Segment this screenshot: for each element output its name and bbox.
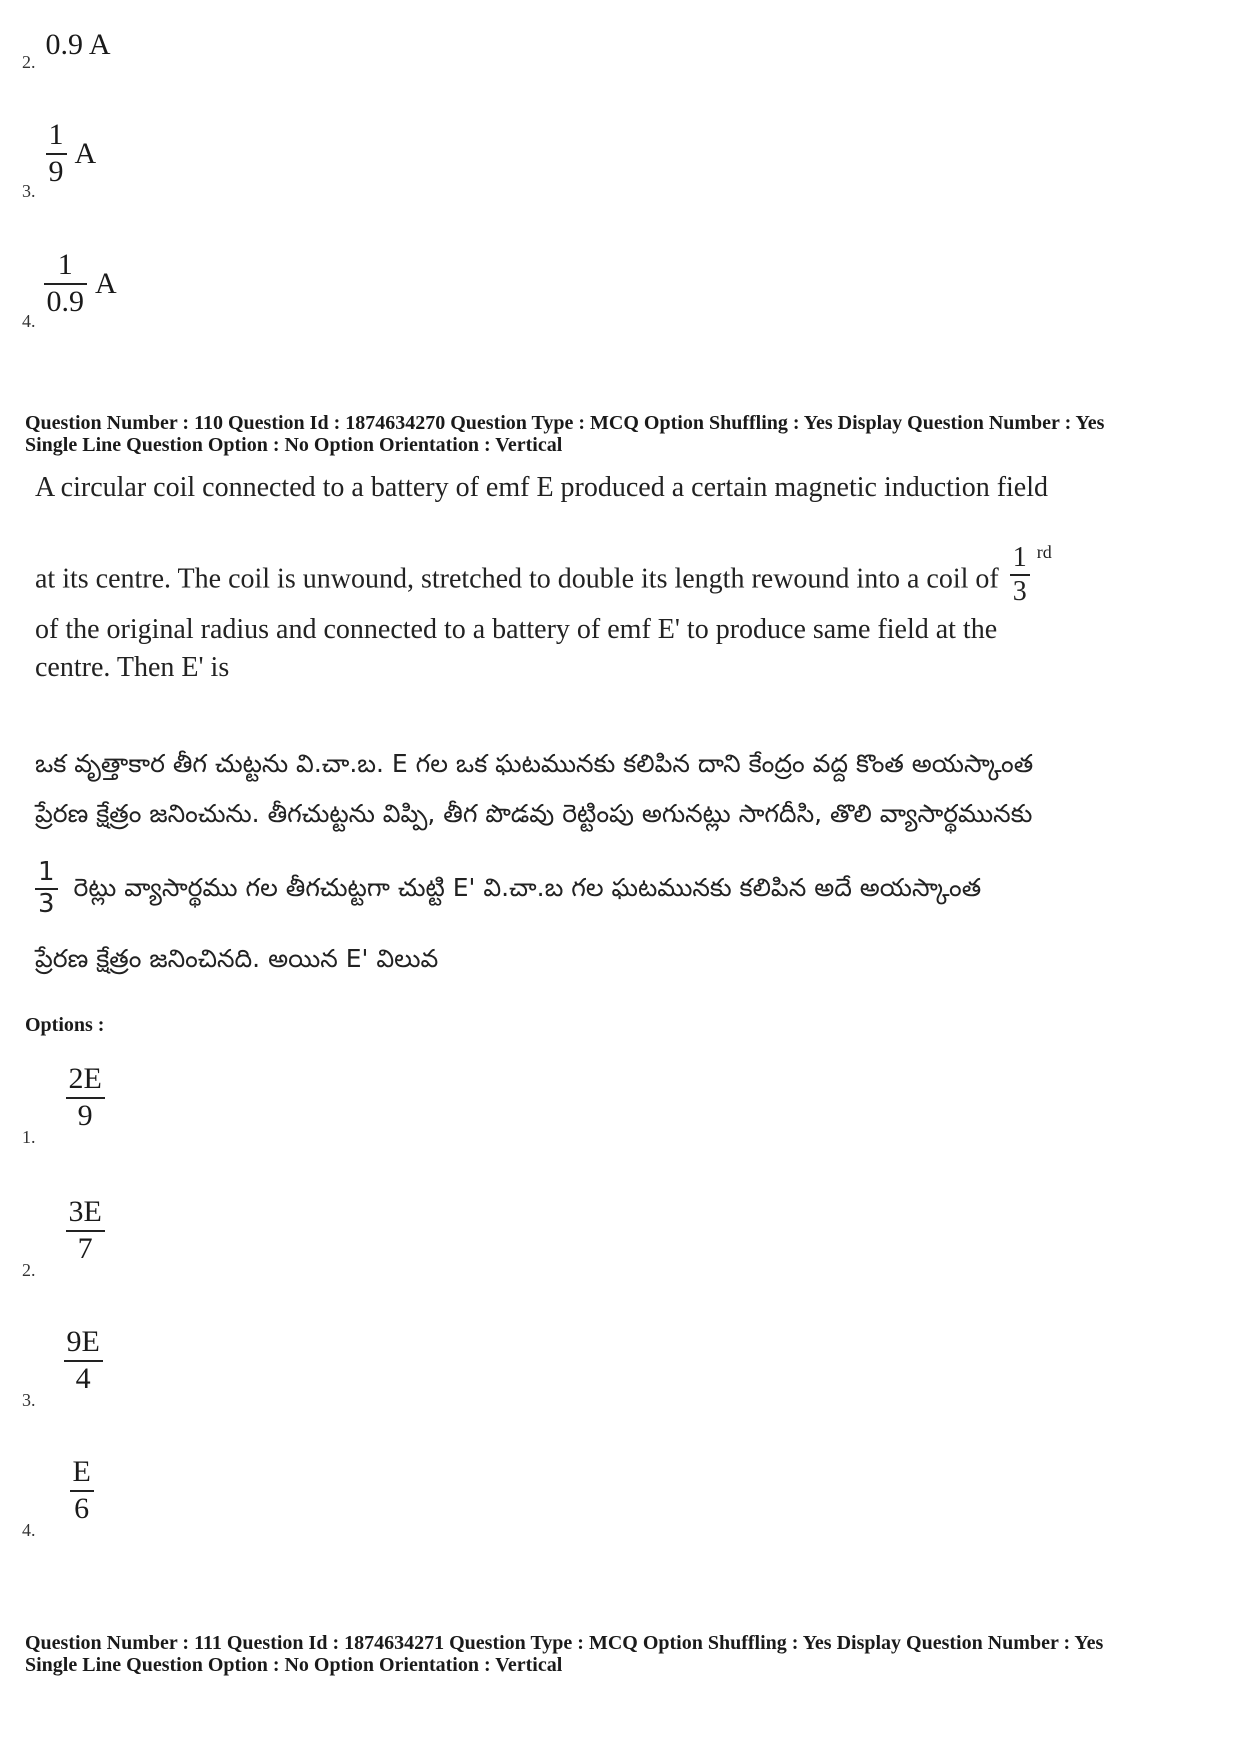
prev-option-2 xyxy=(22,28,111,73)
option-number: 2. xyxy=(22,52,36,72)
question-text-line-3: of the original radius and connected to a battery of emf E' to produce same field at the xyxy=(35,614,998,645)
option-fraction xyxy=(66,1062,105,1133)
fraction-denominator: 9 xyxy=(66,1097,105,1134)
ordinal-suffix: rd xyxy=(1036,541,1052,562)
prev-option-4 xyxy=(22,248,117,332)
fraction-numerator: 1 xyxy=(57,248,73,281)
option-fraction xyxy=(64,1325,103,1396)
options-label: Options : xyxy=(25,1014,105,1036)
meta-line-1: Question Number : 111 Question Id : 1874634271 Question Type : MCQ Option Shuffling : Yes Display Question Number : Yes xyxy=(25,1632,1104,1654)
option-number: 3. xyxy=(22,1390,36,1411)
option-number: 4. xyxy=(22,311,36,332)
question-110-meta xyxy=(25,412,1225,456)
fraction-denominator: 9 xyxy=(46,153,67,190)
fraction-numerator: 1 xyxy=(48,118,64,151)
telugu-fraction xyxy=(35,858,58,920)
telugu-text-line-2: ప్రేరణ క్షేత్రం జనించును. తీగచుట్టను విప్పి, తీగ పొడవు రెట్టింపు అగునట్లు సాగదీసి, తొలి వ్యాసార్థమునకు xyxy=(35,799,1033,828)
option-unit: A xyxy=(74,136,97,170)
option-fraction xyxy=(70,1455,94,1526)
option-fraction xyxy=(46,118,67,189)
fraction-denominator: 6 xyxy=(70,1490,94,1527)
telugu-text-line-4: ప్రేరణ క్షేత్రం జనించినది. అయిన E' విలువ xyxy=(35,944,439,973)
option-fraction xyxy=(44,248,88,319)
fraction-denominator: 3 xyxy=(35,888,58,920)
fraction-numerator: 1 xyxy=(1012,542,1027,573)
option-value: 0.9 A xyxy=(45,28,111,61)
fraction-numerator: 2E xyxy=(68,1062,102,1095)
meta-line-2: Single Line Question Option : No Option Orientation : Vertical xyxy=(25,434,563,456)
prev-option-3 xyxy=(22,118,96,202)
option-4[interactable] xyxy=(22,1455,94,1541)
fraction-denominator: 0.9 xyxy=(44,283,88,320)
fraction-denominator: 7 xyxy=(66,1230,105,1267)
fraction-one-third xyxy=(1010,542,1030,608)
fraction-numerator: 1 xyxy=(38,857,55,887)
question-text-line-2 xyxy=(35,541,1052,614)
option-unit: A xyxy=(95,266,117,300)
telugu-text-line-1: ఒక వృత్తాకార తీగ చుట్టను వి.చా.బ. E గల ఒక ఘటమునకు కలిపిన దాని కేంద్రం వద్ద కొంత అయస్కాంత xyxy=(35,749,1034,778)
fraction-denominator: 4 xyxy=(64,1360,103,1397)
fraction-numerator: 3E xyxy=(68,1195,102,1228)
meta-line-2: Single Line Question Option : No Option Orientation : Vertical xyxy=(25,1654,563,1676)
question-111-meta xyxy=(25,1632,1225,1676)
option-number: 4. xyxy=(22,1520,36,1541)
option-number: 1. xyxy=(22,1127,36,1148)
question-text-line-1: A circular coil connected to a battery of emf E produced a certain magnetic induction field xyxy=(35,472,1049,503)
option-2[interactable] xyxy=(22,1195,105,1281)
option-1[interactable] xyxy=(22,1062,105,1148)
question-text-line-2-text: at its centre. The coil is unwound, stretched to double its length rewound into a coil of xyxy=(35,563,999,595)
telugu-text-line-3 xyxy=(35,858,981,920)
option-number: 2. xyxy=(22,1260,36,1281)
option-number: 3. xyxy=(22,181,36,202)
fraction-numerator: E xyxy=(72,1455,91,1488)
telugu-text-line-3-text: రెట్లు వ్యాసార్థము గల తీగచుట్టగా చుట్టి E' వి.చా.బ గల ఘటమునకు కలిపిన అదే అయస్కాంత xyxy=(73,872,982,902)
meta-line-1: Question Number : 110 Question Id : 1874634270 Question Type : MCQ Option Shuffling : Yes Display Question Number : Yes xyxy=(25,412,1105,434)
option-3[interactable] xyxy=(22,1325,103,1411)
option-fraction xyxy=(66,1195,105,1266)
fraction-numerator: 9E xyxy=(66,1325,100,1358)
question-text-line-4: centre. Then E' is xyxy=(35,652,230,683)
fraction-denominator: 3 xyxy=(1010,574,1030,608)
